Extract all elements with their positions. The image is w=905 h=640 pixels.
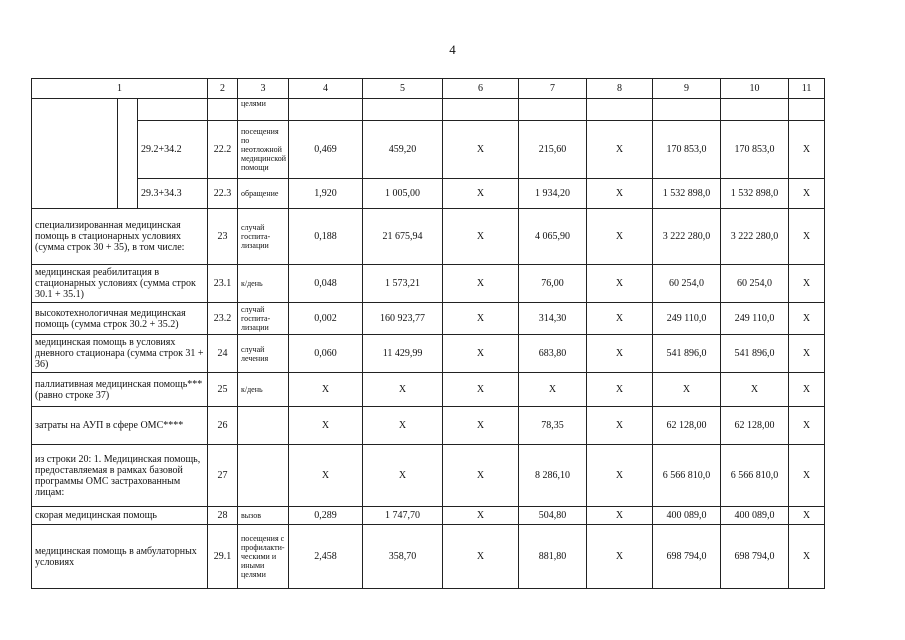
value-cell: 0,469 [289, 121, 363, 179]
value-cell: Х [587, 507, 653, 525]
unit-cell [238, 445, 289, 507]
value-cell: Х [443, 373, 519, 407]
value-cell [721, 99, 789, 121]
value-cell: 314,30 [519, 303, 587, 335]
header-cell-3: 3 [238, 79, 289, 99]
row-number-cell [208, 99, 238, 121]
row-number-cell: 23 [208, 209, 238, 265]
value-cell: 1 005,00 [363, 179, 443, 209]
table-row [32, 303, 825, 335]
data-table [31, 78, 825, 589]
value-cell: 249 110,0 [721, 303, 789, 335]
header-cell-11: 11 [789, 79, 825, 99]
value-cell: Х [443, 303, 519, 335]
value-cell: 249 110,0 [653, 303, 721, 335]
header-cell-1: 1 [32, 79, 208, 99]
value-cell: Х [443, 407, 519, 445]
unit-cell: посещения по неотложной медицинской помощи [238, 121, 289, 179]
value-cell: 400 089,0 [721, 507, 789, 525]
value-cell: Х [789, 445, 825, 507]
value-cell: Х [587, 335, 653, 373]
row-name-cell: медицинская помощь в амбулаторных условиях [32, 525, 208, 589]
page-number: 4 [449, 42, 456, 57]
value-cell: 0,188 [289, 209, 363, 265]
unit-cell: случай лечения [238, 335, 289, 373]
header-cell-7: 7 [519, 79, 587, 99]
value-cell: 3 222 280,0 [721, 209, 789, 265]
row-indent-cell [118, 99, 138, 209]
value-cell: 60 254,0 [653, 265, 721, 303]
value-cell [519, 99, 587, 121]
table-row-partial [32, 99, 825, 121]
value-cell: 1 532 898,0 [721, 179, 789, 209]
value-cell: 60 254,0 [721, 265, 789, 303]
table-row [32, 265, 825, 303]
header-cell-9: 9 [653, 79, 721, 99]
unit-cell: вызов [238, 507, 289, 525]
value-cell: Х [587, 209, 653, 265]
value-cell: 215,60 [519, 121, 587, 179]
value-cell: 170 853,0 [721, 121, 789, 179]
row-number-cell: 25 [208, 373, 238, 407]
value-cell [653, 99, 721, 121]
value-cell: Х [587, 525, 653, 589]
value-cell: Х [789, 265, 825, 303]
table-row [32, 179, 825, 209]
header-row [32, 79, 825, 99]
row-number-cell: 22.2 [208, 121, 238, 179]
row-name-cell: из строки 20: 1. Медицинская помощь, предоставляемая в рамках базовой программы ОМС застрахованным лицам: [32, 445, 208, 507]
row-number-cell: 28 [208, 507, 238, 525]
value-cell: 0,002 [289, 303, 363, 335]
row-code-cell: 29.2+34.2 [138, 121, 208, 179]
table-row [32, 373, 825, 407]
value-cell: Х [789, 525, 825, 589]
value-cell: Х [443, 525, 519, 589]
value-cell: Х [789, 121, 825, 179]
row-number-cell: 24 [208, 335, 238, 373]
value-cell: 6 566 810,0 [721, 445, 789, 507]
value-cell: 0,289 [289, 507, 363, 525]
unit-cell: целями [238, 99, 289, 121]
value-cell: 1 747,70 [363, 507, 443, 525]
value-cell: Х [519, 373, 587, 407]
value-cell: 698 794,0 [721, 525, 789, 589]
value-cell: Х [289, 445, 363, 507]
value-cell: Х [587, 265, 653, 303]
value-cell: Х [587, 303, 653, 335]
unit-cell: посещения с профилакти-ческими и иными целями [238, 525, 289, 589]
value-cell: 1,920 [289, 179, 363, 209]
row-name-cell: затраты на АУП в сфере ОМС**** [32, 407, 208, 445]
unit-cell: к/день [238, 373, 289, 407]
value-cell: 541 896,0 [653, 335, 721, 373]
value-cell [789, 99, 825, 121]
value-cell: 1 573,21 [363, 265, 443, 303]
value-cell: Х [587, 445, 653, 507]
value-cell: 3 222 280,0 [653, 209, 721, 265]
value-cell: 62 128,00 [721, 407, 789, 445]
value-cell: Х [789, 373, 825, 407]
header-cell-5: 5 [363, 79, 443, 99]
value-cell: Х [443, 445, 519, 507]
row-name-cell: высокотехнологичная медицинская помощь (сумма строк 30.2 + 35.2) [32, 303, 208, 335]
value-cell: 1 934,20 [519, 179, 587, 209]
value-cell: Х [443, 265, 519, 303]
value-cell: Х [363, 445, 443, 507]
header-cell-4: 4 [289, 79, 363, 99]
row-name-cell [32, 99, 118, 209]
value-cell: Х [443, 209, 519, 265]
value-cell: Х [653, 373, 721, 407]
value-cell: Х [443, 121, 519, 179]
row-number-cell: 29.1 [208, 525, 238, 589]
value-cell: Х [789, 303, 825, 335]
value-cell: Х [363, 373, 443, 407]
table-row [32, 121, 825, 179]
value-cell: 881,80 [519, 525, 587, 589]
value-cell: 0,060 [289, 335, 363, 373]
value-cell: Х [721, 373, 789, 407]
row-name-cell: медицинская реабилитация в стационарных условиях (сумма строк 30.1 + 35.1) [32, 265, 208, 303]
value-cell: 170 853,0 [653, 121, 721, 179]
value-cell: Х [789, 335, 825, 373]
value-cell: 62 128,00 [653, 407, 721, 445]
value-cell: Х [587, 407, 653, 445]
row-number-cell: 27 [208, 445, 238, 507]
unit-cell [238, 407, 289, 445]
row-number-cell: 23.1 [208, 265, 238, 303]
value-cell: Х [443, 507, 519, 525]
value-cell: 21 675,94 [363, 209, 443, 265]
value-cell: 358,70 [363, 525, 443, 589]
value-cell: 1 532 898,0 [653, 179, 721, 209]
row-code-cell [138, 99, 208, 121]
value-cell: 541 896,0 [721, 335, 789, 373]
value-cell: Х [789, 407, 825, 445]
table-row [32, 445, 825, 507]
value-cell: 698 794,0 [653, 525, 721, 589]
value-cell: Х [587, 121, 653, 179]
value-cell: 8 286,10 [519, 445, 587, 507]
value-cell: Х [363, 407, 443, 445]
value-cell: 0,048 [289, 265, 363, 303]
row-number-cell: 22.3 [208, 179, 238, 209]
value-cell [289, 99, 363, 121]
row-code-cell: 29.3+34.3 [138, 179, 208, 209]
unit-cell: случай госпита-лизации [238, 303, 289, 335]
value-cell: Х [587, 179, 653, 209]
value-cell: 400 089,0 [653, 507, 721, 525]
row-name-cell: скорая медицинская помощь [32, 507, 208, 525]
value-cell: 683,80 [519, 335, 587, 373]
value-cell: 6 566 810,0 [653, 445, 721, 507]
value-cell: 11 429,99 [363, 335, 443, 373]
table-row [32, 507, 825, 525]
row-number-cell: 26 [208, 407, 238, 445]
row-number-cell: 23.2 [208, 303, 238, 335]
value-cell [587, 99, 653, 121]
value-cell: Х [789, 209, 825, 265]
value-cell: 78,35 [519, 407, 587, 445]
header-cell-6: 6 [443, 79, 519, 99]
unit-cell: случай госпита-лизации [238, 209, 289, 265]
value-cell: Х [289, 407, 363, 445]
row-name-cell: специализированная медицинская помощь в стационарных условиях (сумма строк 30 + 35), в том числе: [32, 209, 208, 265]
header-cell-10: 10 [721, 79, 789, 99]
header-cell-2: 2 [208, 79, 238, 99]
value-cell: Х [587, 373, 653, 407]
value-cell: 2,458 [289, 525, 363, 589]
value-cell: Х [289, 373, 363, 407]
value-cell: 504,80 [519, 507, 587, 525]
value-cell: Х [789, 507, 825, 525]
unit-cell: к/день [238, 265, 289, 303]
table-row [32, 525, 825, 589]
value-cell: Х [789, 179, 825, 209]
value-cell [443, 99, 519, 121]
value-cell: 76,00 [519, 265, 587, 303]
value-cell [363, 99, 443, 121]
value-cell: 459,20 [363, 121, 443, 179]
row-name-cell: паллиативная медицинская помощь*** (равно строке 37) [32, 373, 208, 407]
table-row [32, 407, 825, 445]
value-cell: 4 065,90 [519, 209, 587, 265]
table-row [32, 335, 825, 373]
table-row [32, 209, 825, 265]
value-cell: Х [443, 179, 519, 209]
unit-cell: обращение [238, 179, 289, 209]
value-cell: 160 923,77 [363, 303, 443, 335]
value-cell: Х [443, 335, 519, 373]
header-cell-8: 8 [587, 79, 653, 99]
row-name-cell: медицинская помощь в условиях дневного стационара (сумма строк 31 + 36) [32, 335, 208, 373]
